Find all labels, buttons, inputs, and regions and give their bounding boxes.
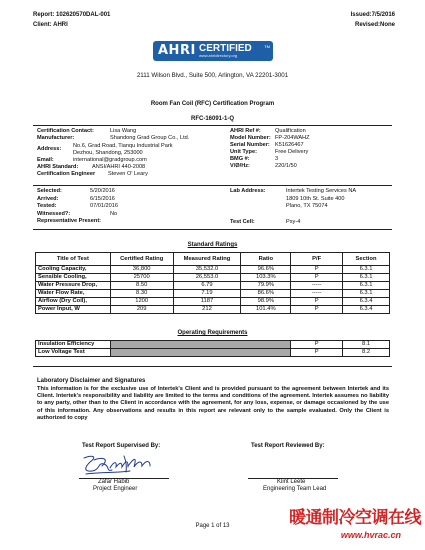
site-watermark: 暖通制冷空调在线 bbox=[289, 508, 421, 528]
info-left-value: Shandong Grad Group Co., Ltd. bbox=[110, 135, 190, 141]
test-cell-value: Psy-4 bbox=[286, 218, 301, 225]
date-value: 6/15/2016 bbox=[90, 195, 115, 202]
table-cell: 8.2 bbox=[343, 349, 390, 357]
info-left-value: international@gradgroup.com bbox=[73, 157, 147, 163]
info-right-row bbox=[230, 142, 304, 149]
ahri-address: 2111 Wilson Blvd., Suite 500, Arlington, VA 22201-3001 bbox=[136, 72, 289, 79]
info-right-label: AHRI Ref #: bbox=[230, 128, 261, 134]
table-cell: 6.3.1 bbox=[343, 290, 390, 298]
date-label: Selected: bbox=[37, 188, 62, 194]
table-row bbox=[36, 341, 390, 349]
report-header-left bbox=[33, 12, 110, 29]
lab-address-label: Lab Address: bbox=[230, 188, 266, 194]
test-cell-label: Test Cell: bbox=[230, 218, 255, 225]
date-value: 07/01/2016 bbox=[90, 203, 118, 210]
date-row bbox=[37, 195, 115, 204]
date-row bbox=[37, 203, 118, 211]
table-cell: 209 bbox=[110, 306, 173, 314]
table-cell: Water Pressure Drop, bbox=[36, 282, 111, 290]
program-title: Room Fan Coil (RFC) Certification Program bbox=[150, 101, 275, 107]
divider bbox=[33, 185, 392, 186]
date-label: Arrived: bbox=[37, 195, 59, 202]
date-label: Representative Present: bbox=[37, 218, 102, 225]
info-right-label: Unit Type: bbox=[230, 149, 257, 155]
info-right-label: Serial Number: bbox=[230, 142, 270, 148]
table-row bbox=[36, 282, 390, 290]
lab-address bbox=[286, 188, 356, 211]
column-header: Certified Rating bbox=[110, 253, 173, 266]
shaded-cell bbox=[110, 349, 290, 357]
column-header: P/F bbox=[291, 253, 343, 266]
table-cell: 8.50 bbox=[110, 282, 173, 290]
table-header-row bbox=[36, 253, 390, 266]
date-value: 5/20/2016 bbox=[90, 188, 115, 194]
table-cell: 8.1 bbox=[343, 341, 390, 349]
info-right-value: 3 bbox=[275, 156, 279, 162]
table-cell: 6.3.4 bbox=[343, 298, 390, 306]
operating-requirements-table bbox=[35, 340, 390, 357]
table-cell: Low Voltage Test bbox=[36, 349, 111, 357]
issued-date: Issued:7/5/2016 bbox=[350, 12, 395, 18]
reviewed-by-label: Test Report Reviewed By: bbox=[251, 443, 325, 449]
table-cell: 6.79 bbox=[173, 282, 241, 290]
ahri-certified-logo bbox=[153, 41, 273, 61]
table-cell: 6.3.1 bbox=[343, 282, 390, 290]
table-cell: Power Input, W bbox=[36, 306, 111, 314]
table-cell: Sensible Cooling, bbox=[36, 274, 111, 282]
table-cell: Cooling Capacity, bbox=[36, 266, 111, 274]
divider bbox=[33, 125, 392, 126]
table-cell: P bbox=[291, 298, 343, 306]
table-cell: 212 bbox=[173, 306, 241, 314]
info-left-row bbox=[37, 135, 190, 142]
table-row bbox=[36, 306, 390, 314]
logo-ahri-text: AHRI bbox=[158, 43, 196, 58]
logo-certified-text: CERTIFIED bbox=[199, 43, 252, 54]
disclaimer-text: This information is for the exclusive use of Intertek's Client and is provided pursuant to the agreement between Intertek and its Client. Intertek's responsibility and liability are limited to the terms and conditions of the agreement. Intertek assumes no liability to any party, other than to the Client in accordance with the agreement, for any loss, expense, or damage occasioned by the use of this information. Any observations and results in this report are relevant only to the sample evaluated. Only the Client is authorized to copy bbox=[37, 386, 389, 421]
info-left-row bbox=[37, 128, 137, 135]
lab-address-line: Intertek Testing Services NA bbox=[286, 188, 357, 194]
client-name: Client: AHRI bbox=[33, 22, 68, 28]
table-cell: 96.6% bbox=[241, 266, 291, 274]
table-cell: P bbox=[291, 349, 343, 357]
info-right-label: Model Number: bbox=[230, 135, 271, 141]
info-right-row bbox=[230, 163, 297, 170]
date-row bbox=[37, 210, 118, 219]
table-cell: 1187 bbox=[173, 298, 241, 306]
logo-url-text: www.ahridirectory.org bbox=[199, 53, 238, 58]
info-left-value: Lisa Wang bbox=[110, 128, 137, 134]
table-cell: P bbox=[291, 341, 343, 349]
info-left-label: Certification Contact: bbox=[37, 128, 94, 134]
report-header-right bbox=[351, 12, 395, 29]
lab-address-line: 1809 10th St. Suite 400 bbox=[286, 195, 345, 202]
table-cell: 6.3.1 bbox=[343, 274, 390, 282]
info-right-value: 220/1/50 bbox=[275, 163, 297, 169]
table-cell: ----- bbox=[291, 282, 343, 290]
table-cell: P bbox=[291, 274, 343, 282]
table-row bbox=[36, 266, 390, 274]
supervisor-name: Zafar Habib bbox=[98, 479, 130, 485]
table-cell: ----- bbox=[291, 290, 343, 298]
table-cell: 101.4% bbox=[241, 306, 291, 314]
info-right-row bbox=[230, 128, 306, 135]
table-cell: Airflow (Dry Coil), bbox=[36, 298, 111, 306]
divider bbox=[33, 229, 392, 230]
report-number: Report: 102620570DAL-001 bbox=[33, 12, 111, 18]
info-left-row bbox=[37, 164, 146, 171]
info-left-label: Email: bbox=[37, 157, 54, 163]
table-row bbox=[36, 274, 390, 282]
info-left-label: Address: bbox=[37, 146, 62, 152]
info-left-label: Manufacturer: bbox=[37, 135, 75, 141]
revised-status: Revised:None bbox=[354, 22, 395, 28]
table-cell: 6.3.4 bbox=[343, 306, 390, 314]
table-cell: 103.3% bbox=[241, 274, 291, 282]
info-right-value: FP-204WAHZ bbox=[275, 135, 310, 141]
table-row bbox=[36, 290, 390, 298]
info-right-value: Free Delivery bbox=[275, 149, 309, 155]
column-header: Section bbox=[343, 253, 390, 266]
info-left-value: Steven O' Leary bbox=[108, 171, 148, 177]
table-cell: 36,800 bbox=[110, 266, 173, 274]
date-label: Tested: bbox=[37, 203, 57, 210]
site-watermark-url: www.hvrac.cn bbox=[340, 530, 401, 540]
table-cell: 26,553.0 bbox=[173, 274, 241, 282]
page-number: Page 1 of 13 bbox=[195, 523, 230, 529]
info-right-row bbox=[230, 156, 279, 163]
table-cell: P bbox=[291, 306, 343, 314]
dates-block bbox=[37, 188, 118, 226]
date-label: Witnessed?: bbox=[37, 210, 71, 217]
column-header: Title of Test bbox=[36, 253, 111, 266]
info-left-value: Dezhou, Shandong, 253000 bbox=[73, 150, 143, 156]
standard-ratings-table bbox=[35, 252, 390, 314]
info-left-row bbox=[37, 171, 148, 178]
standard-ratings-title: Standard Ratings bbox=[187, 242, 238, 248]
table-cell: 8.30 bbox=[110, 290, 173, 298]
column-header: Measured Rating bbox=[173, 253, 241, 266]
info-left-value: No.6, Grad Road, Tianqu Industrial Park bbox=[73, 143, 173, 149]
shaded-cell bbox=[110, 341, 290, 349]
info-right-block bbox=[230, 128, 310, 170]
table-cell: 98.9% bbox=[241, 298, 291, 306]
info-left-value: ANSI/AHRI 440-2008 bbox=[92, 164, 146, 170]
info-right-value: K51626467 bbox=[275, 142, 304, 148]
table-cell: Insulation Efficiency bbox=[36, 341, 111, 349]
info-left-row bbox=[37, 150, 143, 157]
table-row bbox=[36, 349, 390, 357]
table-cell: 6.3.1 bbox=[343, 266, 390, 274]
table-cell: 79.9% bbox=[241, 282, 291, 290]
date-row bbox=[37, 218, 101, 226]
lab-address-line: Plano, TX 75074 bbox=[286, 203, 328, 210]
column-header: Ratio bbox=[241, 253, 291, 266]
table-cell: 25700 bbox=[110, 274, 173, 282]
table-cell: 7.19 bbox=[173, 290, 241, 298]
table-cell: Water Flow Rate, bbox=[36, 290, 111, 298]
info-left-label: Certification Engineer bbox=[37, 171, 96, 177]
info-left-label: AHRI Standard: bbox=[37, 164, 79, 170]
supervised-by-label: Test Report Supervised By: bbox=[82, 443, 161, 449]
date-row bbox=[37, 188, 115, 196]
certification-reference: RFC-16091-1-Q bbox=[190, 116, 234, 122]
divider bbox=[33, 366, 392, 367]
info-left-row bbox=[37, 157, 147, 164]
date-value: No bbox=[110, 210, 118, 217]
operating-requirements-title: Operating Requirements bbox=[177, 330, 248, 336]
table-cell: 1200 bbox=[110, 298, 173, 306]
supervisor-title: Project Engineer bbox=[93, 486, 138, 492]
info-right-label: V/Ø/Hz: bbox=[230, 163, 250, 169]
table-cell: 86.6% bbox=[241, 290, 291, 298]
table-row bbox=[36, 298, 390, 306]
disclaimer-title: Laboratory Disclaimer and Signatures bbox=[37, 378, 146, 384]
table-cell: 35,532.0 bbox=[173, 266, 241, 274]
info-right-row bbox=[230, 149, 309, 156]
supervisor-signature bbox=[80, 452, 160, 478]
logo-tm-mark: TM bbox=[264, 44, 270, 49]
table-cell: P bbox=[291, 266, 343, 274]
info-right-label: BMG #: bbox=[230, 156, 250, 162]
reviewer-title: Engineering Team Lead bbox=[263, 486, 327, 492]
info-right-row bbox=[230, 135, 310, 142]
reviewer-name: Klint Leete bbox=[277, 479, 306, 485]
info-left-row bbox=[37, 143, 173, 152]
info-left-block bbox=[37, 128, 190, 178]
info-right-value: Qualification bbox=[275, 128, 306, 134]
